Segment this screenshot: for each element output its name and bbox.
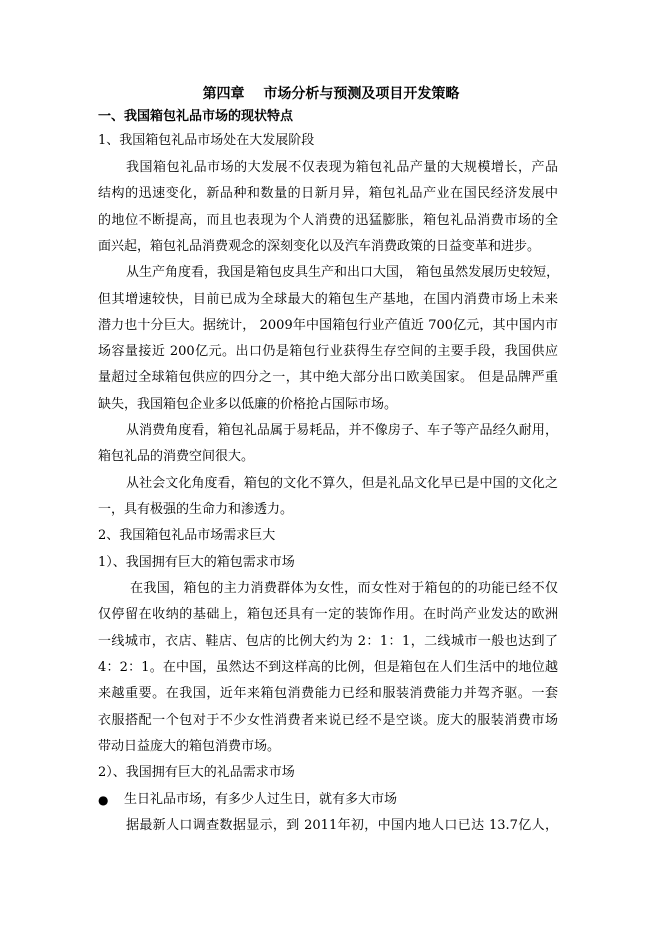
paragraph-line: 从社会文化角度看，箱包的文化不算久，但是礼品文化早已是中国的文化之 xyxy=(126,476,558,491)
paragraph-line: 衣服搭配一个包对于不少女性消费者来说已经不是空谈。庞大的服装消费市场 xyxy=(98,713,558,728)
bullet-icon: ● xyxy=(98,793,109,807)
paragraph-line: 据最新人口调查数据显示，到 2011年初，中国内地人口已达 13.7亿人， xyxy=(126,818,558,833)
paragraph-line: 结构的迅速变化，新品种和数量的日新月异，箱包礼品产业在国民经济发展中 xyxy=(98,186,558,201)
section-heading: 一、我国箱包礼品市场的现状特点 xyxy=(98,109,294,124)
paragraph-line: 量超过全球箱包供应的四分之一，其中绝大部分出口欧美国家。 但是品牌严重 xyxy=(98,370,558,385)
paragraph-line: 箱包礼品的消费空间很大。 xyxy=(98,449,255,464)
paragraph-line: 在我国，箱包的主力消费群体为女性，而女性对于箱包的的功能已经不仅 xyxy=(130,581,558,596)
paragraph-line: 带动日益庞大的箱包消费市场。 xyxy=(98,739,281,754)
chapter-title: 第四章 市场分析与预测及项目开发策略 xyxy=(202,86,460,102)
paragraph-line: 一，具有极强的生命力和渗透力。 xyxy=(98,502,294,517)
paragraph-line: 从生产角度看，我国是箱包皮具生产和出口大国， 箱包虽然发展历史较短， xyxy=(126,265,560,280)
paragraph-line: 缺失，我国箱包企业多以低廉的价格抢占国际市场。 xyxy=(98,397,398,412)
paragraph-line: 场容量接近 200亿元。出口仍是箱包行业获得生存空间的主要手段，我国供应 xyxy=(98,344,558,359)
paragraph-line: 但其增速较快，目前已成为全球最大的箱包生产基地，在国内消费市场上未来 xyxy=(98,292,558,307)
bullet-item: 生日礼品市场，有多少人过生日，就有多大市场 xyxy=(124,792,398,807)
paragraph-line: 的地位不断提高，而且也表现为个人消费的迅猛膨胀，箱包礼品消费市场的全 xyxy=(98,213,558,228)
paragraph-line: 从消费角度看，箱包礼品属于易耗品，并不像房子、车子等产品经久耐用， xyxy=(126,423,558,438)
paragraph-line: 一线城市，衣店、鞋店、包店的比例大约为 2：1：1，二线城市一般也达到了 xyxy=(98,634,558,649)
subsection-heading: 1、我国箱包礼品市场处在大发展阶段 xyxy=(98,133,315,148)
paragraph-line: 面兴起，箱包礼品消费观念的深刻变化以及汽车消费政策的日益变革和进步。 xyxy=(98,239,541,254)
paragraph-line: 来越重要。在我国，近年来箱包消费能力已经和服装消费能力并驾齐驱。一套 xyxy=(98,686,558,701)
paragraph-line: 4：2：1。在中国，虽然达不到这样高的比例，但是箱包在人们生活中的地位越 xyxy=(98,660,558,675)
subsection-heading: 2、我国箱包礼品市场需求巨大 xyxy=(98,528,276,543)
subsection-heading: 1）、我国拥有巨大的箱包需求市场 xyxy=(98,555,295,570)
paragraph-line: 仅停留在收纳的基础上，箱包还具有一定的装饰作用。在时尚产业发达的欧洲 xyxy=(98,607,558,622)
paragraph-line: 潜力也十分巨大。据统计， 2009年中国箱包行业产值近 700亿元，其中国内市 xyxy=(98,318,558,333)
subsection-heading: 2）、我国拥有巨大的礼品需求市场 xyxy=(98,765,295,780)
paragraph-line: 我国箱包礼品市场的大发展不仅表现为箱包礼品产量的大规模增长，产品 xyxy=(126,160,558,175)
